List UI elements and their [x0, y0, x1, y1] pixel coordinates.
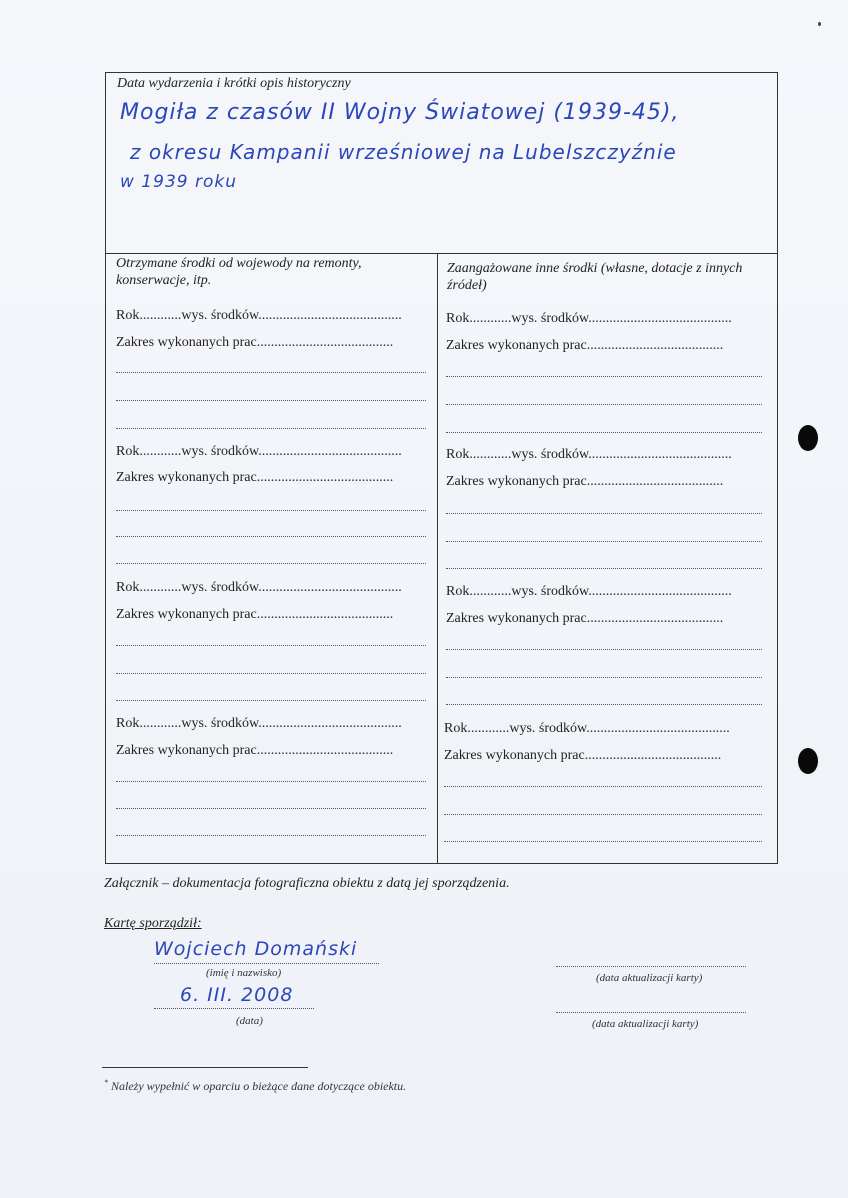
- left-blank-line: [116, 645, 426, 646]
- left-zakres-field-1: Zakres wykonanych prac.......................................: [116, 335, 394, 350]
- right-blank-line: [444, 841, 762, 842]
- history-label: Data wydarzenia i krótki opis historyczny: [117, 76, 351, 91]
- left-zakres-field-2: Zakres wykonanych prac.......................................: [116, 470, 394, 485]
- history-handwritten-line-1: Mogiła z czasów II Wojny Światowej (1939-45),: [120, 100, 680, 125]
- footnote: [104, 1078, 406, 1094]
- footnote-asterisk: *: [104, 1078, 108, 1087]
- update-dotted-line-1: [556, 966, 746, 967]
- right-blank-line: [446, 677, 762, 678]
- right-zakres-field-3: Zakres wykonanych prac.......................................: [446, 611, 724, 626]
- date-dotted-line: [154, 1008, 314, 1009]
- name-dotted-line: [154, 963, 379, 964]
- left-blank-line: [116, 563, 426, 564]
- left-blank-line: [116, 400, 426, 401]
- punch-hole-bottom: [798, 748, 818, 774]
- left-blank-line: [116, 510, 426, 511]
- update-dotted-line-2: [556, 1012, 746, 1013]
- paper-speck: [818, 22, 821, 26]
- right-blank-line: [446, 568, 762, 569]
- left-blank-line: [116, 808, 426, 809]
- left-blank-line: [116, 835, 426, 836]
- left-blank-line: [116, 536, 426, 537]
- right-blank-line: [446, 649, 762, 650]
- left-rok-field-2: Rok............wys. środków.........................................: [116, 444, 402, 459]
- right-blank-line: [446, 376, 762, 377]
- right-blank-line: [446, 541, 762, 542]
- right-zakres-field-1: Zakres wykonanych prac.......................................: [446, 338, 724, 353]
- left-rok-field-1: Rok............wys. środków.........................................: [116, 308, 402, 323]
- update-caption-2: (data aktualizacji karty): [592, 1018, 699, 1030]
- right-blank-line: [446, 432, 762, 433]
- history-handwritten-line-2: z okresu Kampanii wrześniowej na Lubelszczyźnie: [130, 140, 677, 164]
- left-blank-line: [116, 428, 426, 429]
- right-rok-field-1: Rok............wys. środków.........................................: [446, 311, 732, 326]
- right-blank-line: [444, 814, 762, 815]
- left-zakres-field-3: Zakres wykonanych prac.......................................: [116, 607, 394, 622]
- left-column-title: Otrzymane środki od wojewody na remonty, konserwacje, itp.: [116, 256, 362, 288]
- right-rok-field-4: Rok............wys. środków.........................................: [444, 721, 730, 736]
- right-rok-field-2: Rok............wys. środków.........................................: [446, 447, 732, 462]
- right-blank-line: [444, 786, 762, 787]
- left-zakres-field-4: Zakres wykonanych prac.......................................: [116, 743, 394, 758]
- left-rok-field-4: Rok............wys. środków.........................................: [116, 716, 402, 731]
- right-zakres-field-4: Zakres wykonanych prac.......................................: [444, 748, 722, 763]
- left-blank-line: [116, 700, 426, 701]
- author-signature: Wojciech Domański: [154, 938, 358, 960]
- left-blank-line: [116, 673, 426, 674]
- right-blank-line: [446, 513, 762, 514]
- date-handwritten: 6. III. 2008: [180, 984, 294, 1006]
- punch-hole-top: [798, 425, 818, 451]
- right-blank-line: [446, 404, 762, 405]
- update-caption-1: (data aktualizacji karty): [596, 972, 703, 984]
- right-column-title: Zaangażowane inne środki (własne, dotacje z innych źródeł): [447, 261, 743, 293]
- history-handwritten-line-3: w 1939 roku: [120, 172, 237, 192]
- right-blank-line: [446, 704, 762, 705]
- right-zakres-field-2: Zakres wykonanych prac.......................................: [446, 474, 724, 489]
- right-rok-field-3: Rok............wys. środków.........................................: [446, 584, 732, 599]
- left-blank-line: [116, 372, 426, 373]
- header-divider: [106, 253, 777, 254]
- attachment-note: Załącznik – dokumentacja fotograficzna obiektu z datą jej sporządzenia.: [104, 876, 510, 891]
- left-blank-line: [116, 781, 426, 782]
- footnote-text: Należy wypełnić w oparciu o bieżące dane dotyczące obiektu.: [111, 1079, 407, 1093]
- name-caption: (imię i nazwisko): [206, 967, 282, 979]
- prepared-by-label: Kartę sporządził:: [104, 916, 202, 931]
- left-rok-field-3: Rok............wys. środków.........................................: [116, 580, 402, 595]
- footnote-rule: [102, 1067, 308, 1068]
- date-caption: (data): [236, 1015, 263, 1027]
- column-divider: [437, 253, 438, 863]
